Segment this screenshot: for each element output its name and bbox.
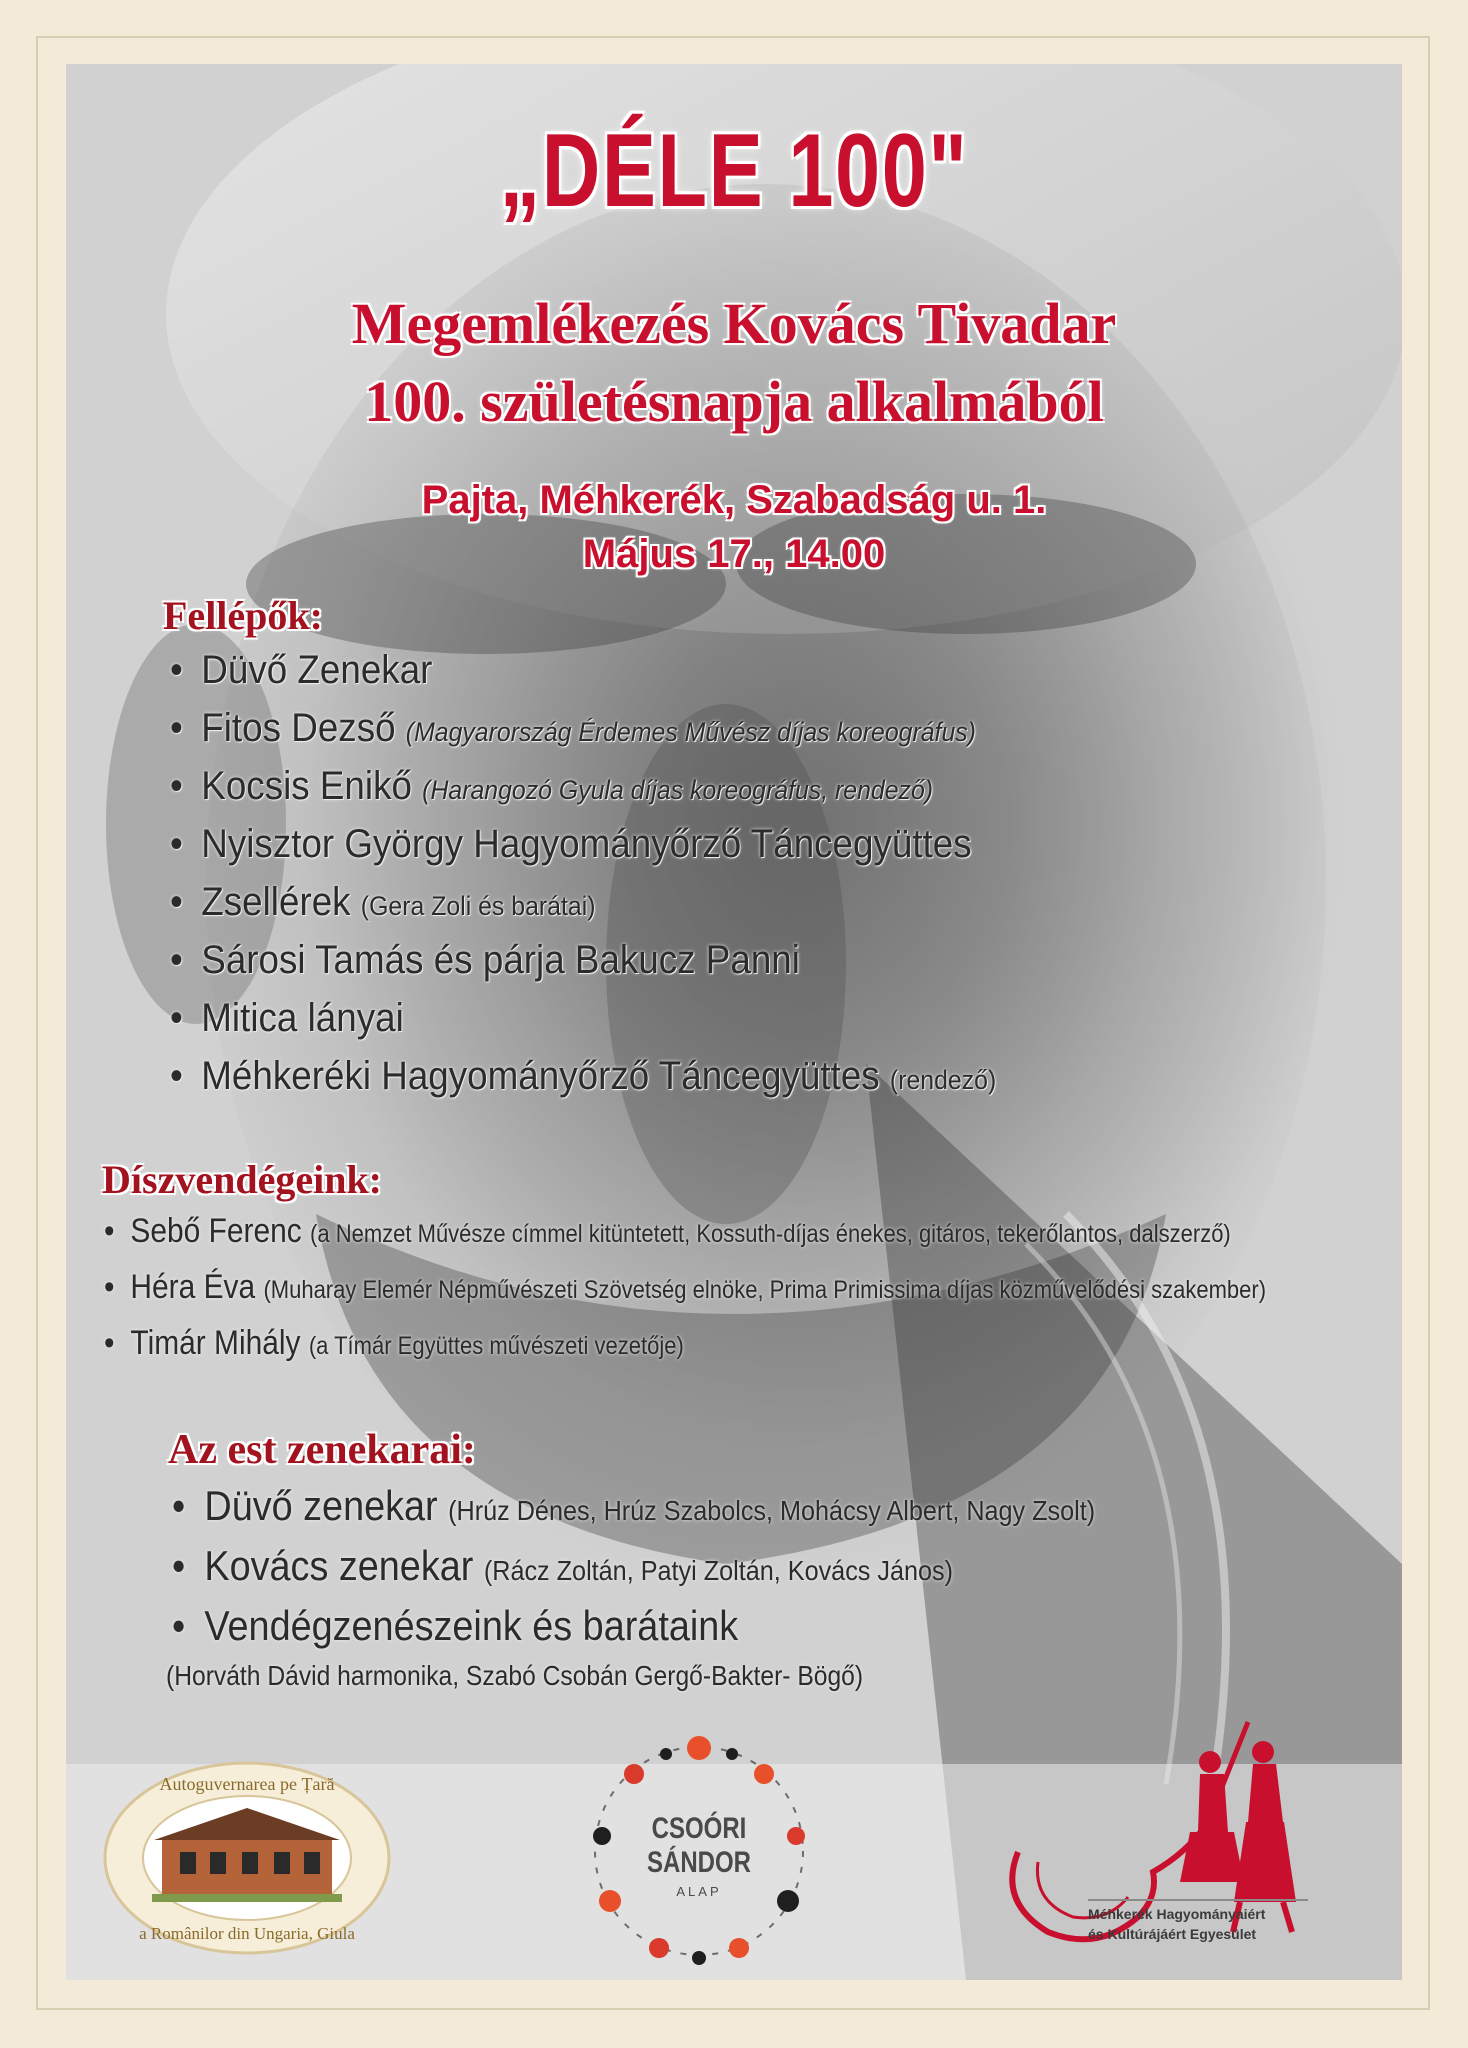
performer-item: • Nyisztor György Hagyományőrző Táncegyüttes [170,822,972,866]
performer-item: • Fitos Dezső (Magyarország Érdemes Művész díjas koreográfus) [170,706,976,750]
subtitle-line-2: 100. születésnapja alkalmából [364,369,1104,434]
guest-item: • Sebő Ferenc (a Nemzet Művésze címmel kitüntetett, Kossuth-díjas énekes, gitáros, tekerőlantos, dalszerző) [104,1212,1231,1250]
venue-address: Pajta, Méhkerék, Szabadság u. 1. [421,478,1047,522]
band-item: • Düvő zenekar (Hrúz Dénes, Hrúz Szabolcs, Mohácsy Albert, Nagy Zsolt) [172,1482,1096,1529]
event-date: Május 17., 14.00 [582,532,886,576]
logo-center-line3: ALAP [676,1884,722,1899]
mehkerek-association-logo [978,1702,1338,1952]
event-title: „DÉLE 100" [499,113,969,229]
performer-item: • Sárosi Tamás és párja Bakucz Panni [170,938,800,982]
logo-left-top-text: Autoguvernarea pe Țară [159,1774,335,1794]
subtitle-line-1: Megemlékezés Kovács Tivadar [351,291,1117,356]
performer-item: • Méhkeréki Hagyományőrző Táncegyüttes (rendező) [170,1054,997,1098]
guest-item: • Héra Éva (Muharay Elemér Népművészeti Szövetség elnöke, Prima Primissima díjas közművelődési szakember) [104,1268,1267,1306]
performer-item: • Zsellérek (Gera Zoli és barátai) [170,880,596,924]
band-item: • Vendégzenészeink és barátaink [172,1602,739,1649]
performer-item: • Kocsis Enikő (Harangozó Gyula díjas koreográfus, rendező) [170,764,934,808]
guest-item: • Timár Mihály (a Tímár Együttes művészeti vezetője) [104,1324,684,1362]
romanian-self-government-logo [102,1760,392,1956]
guests-heading: Díszvendégeink: [102,1157,382,1202]
logo-center-line1: CSOÓRI [651,1812,747,1845]
performer-item: • Düvő Zenekar [170,648,433,692]
logo-left-bottom-text: a Românilor din Ungaria, Giula [139,1924,355,1943]
logo-right-line1: Méhkerék Hagyományaiért [1088,1906,1266,1922]
csoori-sandor-alap-logo [574,1726,824,1976]
bands-heading: Az est zenekarai: [168,1427,476,1473]
logo-center-line2: SÁNDOR [646,1846,751,1879]
band-item: • Kovács zenekar (Rácz Zoltán, Patyi Zoltán, Kovács János) [172,1542,954,1589]
performer-item: • Mitica lányai [170,996,404,1040]
bands-footnote: (Horváth Dávid harmonika, Szabó Csobán Gergő-Bakter- Bögő) [166,1660,864,1691]
performers-heading: Fellépők: [163,593,323,638]
logo-right-line2: és Kultúrájáért Egyesület [1088,1926,1257,1942]
